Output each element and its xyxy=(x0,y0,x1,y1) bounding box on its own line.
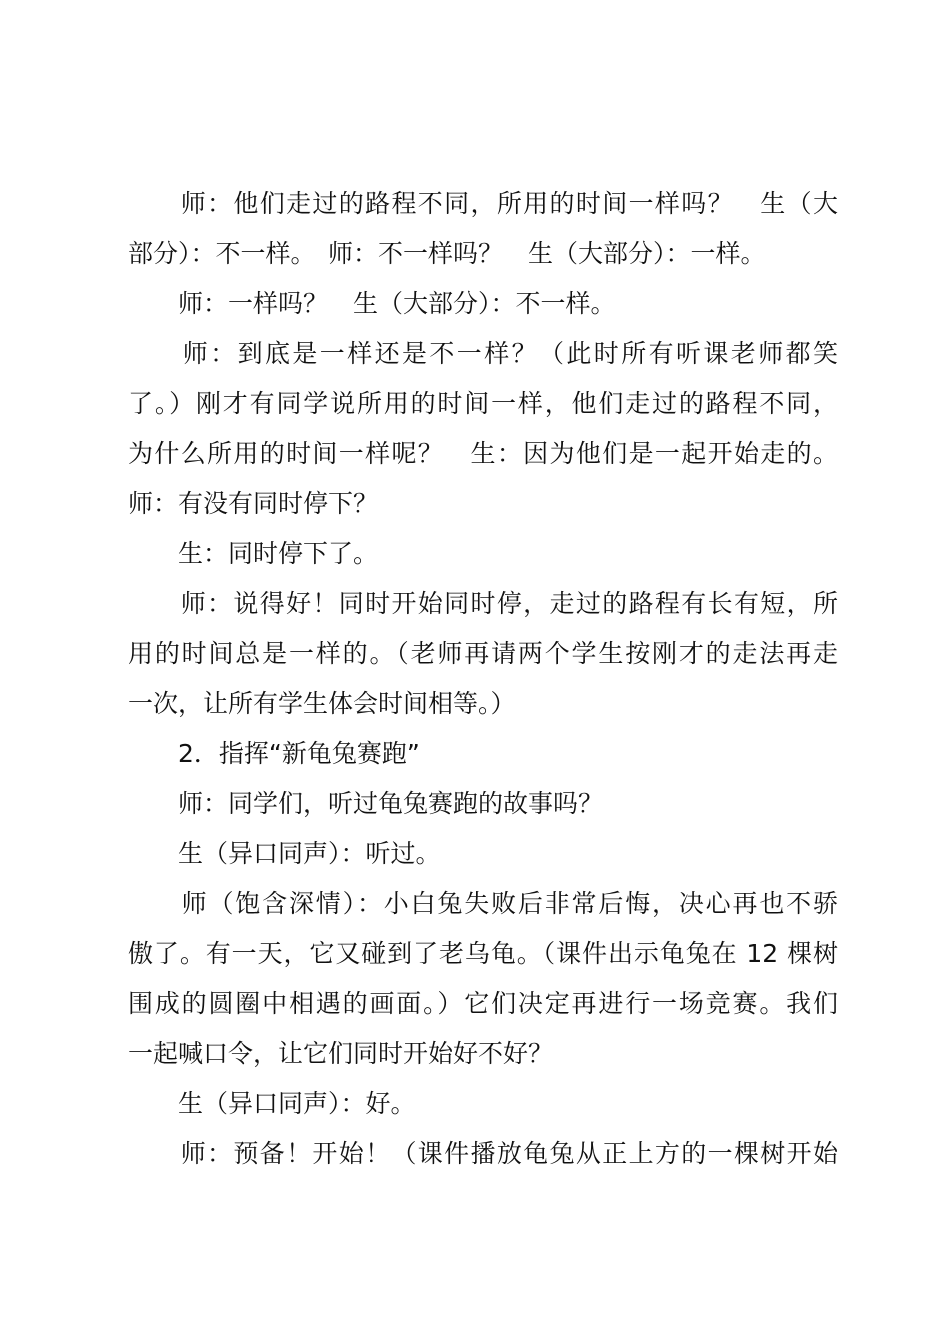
paragraph-line: 师（饱含深情）：小白兔失败后非常后悔，决心再也不骄 xyxy=(128,889,838,918)
paragraph-line: 生：同时停下了。 xyxy=(128,539,379,568)
paragraph-line: 生（异口同声）：听过。 xyxy=(128,839,441,868)
paragraph-line: 师：同学们，听过龟兔赛跑的故事吗？ xyxy=(128,789,604,818)
paragraph-line: 一次，让所有学生体会时间相等。） xyxy=(128,689,516,718)
section-heading: 2．指挥“新龟兔赛跑” xyxy=(128,739,420,768)
paragraph-line: 一起喊口令，让它们同时开始好不好？ xyxy=(128,1039,554,1068)
paragraph-line: 师：一样吗？ 生（大部分）：不一样。 xyxy=(128,289,616,318)
paragraph-line: 师：有没有同时停下？ xyxy=(128,489,379,518)
paragraph-line: 师：说得好！同时开始同时停，走过的路程有长有短，所 xyxy=(128,589,838,618)
paragraph-line: 了。）刚才有同学说所用的时间一样，他们走过的路程不同， xyxy=(128,389,838,418)
paragraph-line: 用的时间总是一样的。（老师再请两个学生按刚才的走法再走 xyxy=(128,639,838,668)
paragraph-line: 傲了。有一天，它又碰到了老乌龟。（课件出示龟兔在 12 棵树 xyxy=(128,939,838,968)
paragraph-line: 师：到底是一样还是不一样？（此时所有听课老师都笑 xyxy=(128,339,838,368)
paragraph-line: 师：他们走过的路程不同，所用的时间一样吗？ 生（大 xyxy=(128,189,838,218)
paragraph-line: 部分）：不一样。 师：不一样吗？ 生（大部分）：一样。 xyxy=(128,239,766,268)
paragraph-line: 为什么所用的时间一样呢？ 生：因为他们是一起开始走的。 xyxy=(128,439,838,468)
paragraph-line: 生（异口同声）：好。 xyxy=(128,1089,416,1118)
paragraph-line: 围成的圆圈中相遇的画面。）它们决定再进行一场竞赛。我们 xyxy=(128,989,838,1018)
paragraph-line: 师：预备！开始！（课件播放龟兔从正上方的一棵树开始 xyxy=(128,1139,838,1168)
